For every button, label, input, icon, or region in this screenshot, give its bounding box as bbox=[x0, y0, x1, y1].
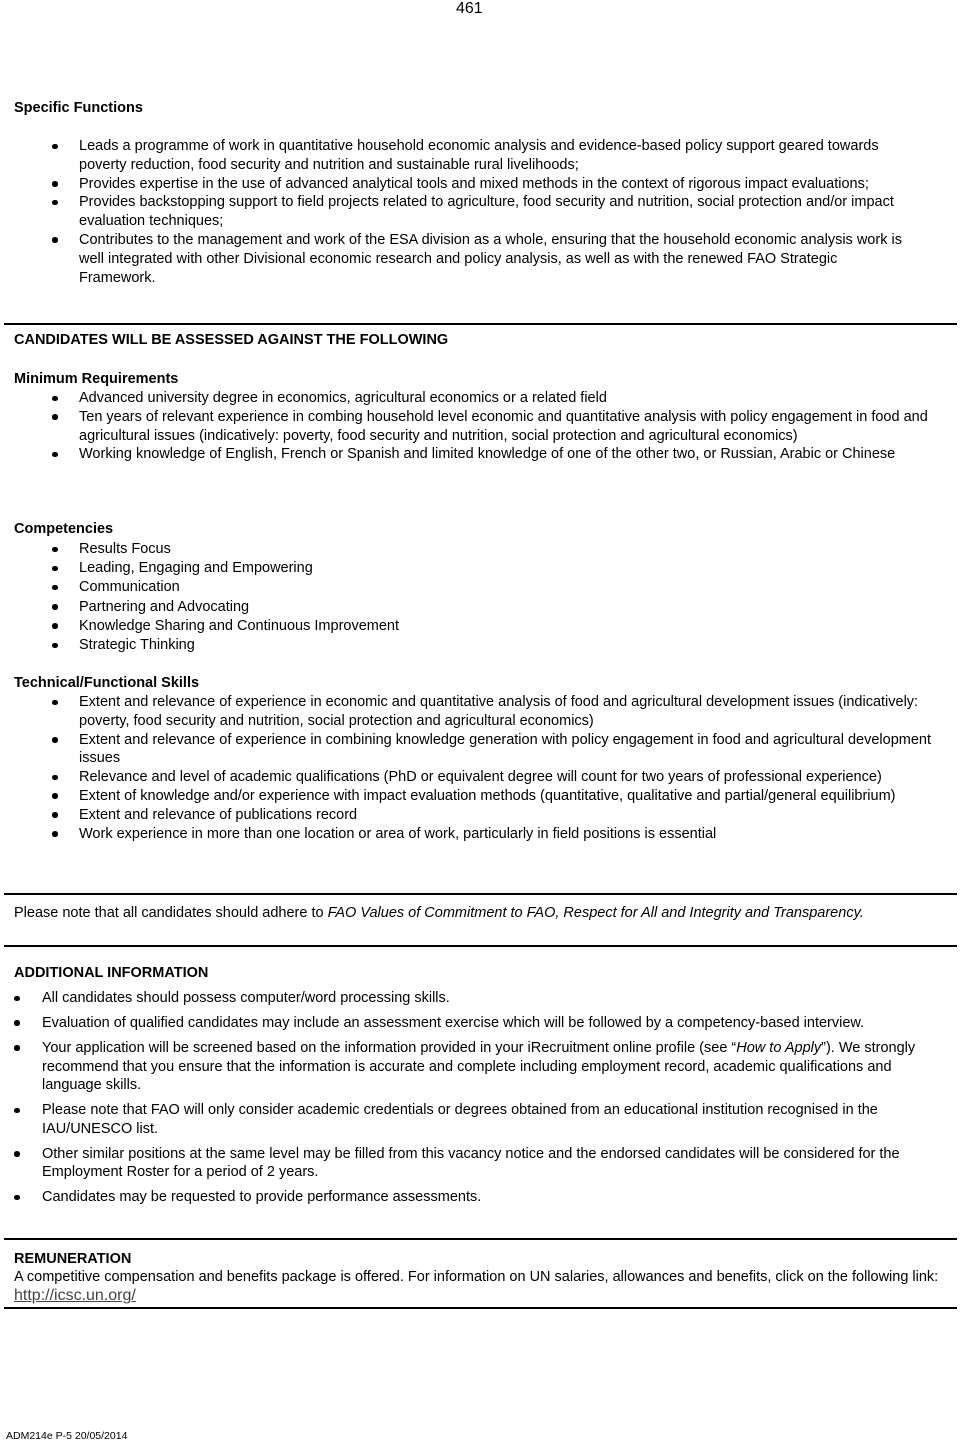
technical-skills-heading: Technical/Functional Skills bbox=[14, 675, 200, 691]
list-item: Working knowledge of English, French or Spanish and limited knowledge of one of the other two, or Russian, Arabic or Chinese bbox=[14, 445, 939, 464]
section-divider bbox=[4, 323, 957, 325]
list-item: Ten years of relevant experience in combing household level economic and quantitative analysis with policy engagement in food and agricultural issues (indicatively: poverty, food security and nutrition, social protection and agricultural economics) bbox=[14, 408, 939, 446]
additional-info-list bbox=[14, 989, 939, 1213]
document-footer: ADM214e P-5 20/05/2014 bbox=[6, 1430, 128, 1442]
additional-info-heading: ADDITIONAL INFORMATION bbox=[14, 965, 209, 981]
assessment-heading: CANDIDATES WILL BE ASSESSED AGAINST THE FOLLOWING bbox=[14, 332, 449, 348]
remuneration-body: A competitive compensation and benefits package is offered. For information on UN salaries, allowances and benefits, click on the following link: bbox=[14, 1269, 939, 1285]
list-item: Leads a programme of work in quantitative household economic analysis and evidence-based policy support geared towards poverty reduction, food security and nutrition and sustainable rural livelihoods; bbox=[14, 137, 914, 175]
application-text: Your application will be screened based on the information provided in your iRecruitment online profile (see “ bbox=[42, 1039, 737, 1056]
list-item: Communication bbox=[14, 578, 914, 597]
how-to-apply-text: How to Apply bbox=[736, 1039, 822, 1056]
section-divider bbox=[4, 893, 957, 895]
page-number: 461 bbox=[456, 0, 483, 17]
section-divider bbox=[4, 1307, 957, 1309]
list-item: Work experience in more than one location or area of work, particularly in field positions is essential bbox=[14, 825, 934, 844]
competencies-heading: Competencies bbox=[14, 521, 114, 537]
list-item: Candidates may be requested to provide performance assessments. bbox=[14, 1188, 939, 1207]
values-note-italic: FAO Values of Commitment to FAO, Respect for All and Integrity and Transparency. bbox=[327, 905, 864, 921]
list-item: Extent and relevance of publications record bbox=[14, 806, 934, 825]
values-note-text: Please note that all candidates should adhere to bbox=[14, 905, 328, 921]
list-item: Extent and relevance of experience in combining knowledge generation with policy engagement in food and agricultural development issues bbox=[14, 731, 934, 769]
competencies-list bbox=[14, 540, 914, 655]
section-divider bbox=[4, 945, 957, 947]
list-item: Evaluation of qualified candidates may include an assessment exercise which will be followed by a competency-based interview. bbox=[14, 1014, 939, 1033]
list-item: Leading, Engaging and Empowering bbox=[14, 559, 914, 578]
list-item: Other similar positions at the same level may be filled from this vacancy notice and the endorsed candidates will be considered for the Employment Roster for a period of 2 years. bbox=[14, 1145, 939, 1182]
list-item: Please note that FAO will only consider academic credentials or degrees obtained from an educational institution recognised in the IAU/UNESCO list. bbox=[14, 1101, 939, 1138]
specific-functions-list bbox=[14, 137, 914, 287]
specific-functions-heading: Specific Functions bbox=[14, 100, 143, 116]
specific-functions-section bbox=[14, 99, 934, 117]
list-item: All candidates should possess computer/word processing skills. bbox=[14, 989, 939, 1008]
list-item: Knowledge Sharing and Continuous Improvement bbox=[14, 617, 914, 636]
list-item: Strategic Thinking bbox=[14, 636, 914, 655]
remuneration-text bbox=[14, 1268, 939, 1306]
section-divider bbox=[4, 1238, 957, 1240]
icsc-link[interactable]: http://icsc.un.org/ bbox=[14, 1286, 136, 1304]
minimum-requirements-heading: Minimum Requirements bbox=[14, 371, 179, 387]
remuneration-heading: REMUNERATION bbox=[14, 1251, 132, 1267]
application-text-end: ”). We strongly recommend that you ensure that the information is accurate and complete including employment record, academic qualifications and language skills. bbox=[42, 1039, 916, 1094]
list-item: Relevance and level of academic qualifications (PhD or equivalent degree will count for two years of professional experience) bbox=[14, 768, 934, 787]
list-item: Provides backstopping support to field projects related to agriculture, food security and nutrition, social protection and/or impact evaluation techniques; bbox=[14, 193, 914, 231]
list-item: Partnering and Advocating bbox=[14, 598, 914, 617]
list-item: Provides expertise in the use of advanced analytical tools and mixed methods in the context of rigorous impact evaluations; bbox=[14, 175, 914, 194]
list-item: Extent and relevance of experience in economic and quantitative analysis of food and agricultural development issues (indicatively: poverty, food security and nutrition, social protection and agricultural economics) bbox=[14, 693, 934, 731]
list-item: Advanced university degree in economics, agricultural economics or a related field bbox=[14, 389, 939, 408]
values-note bbox=[14, 904, 884, 923]
list-item: Results Focus bbox=[14, 540, 914, 559]
minimum-requirements-list bbox=[14, 389, 939, 464]
list-item-application bbox=[14, 1039, 939, 1095]
list-item: Extent of knowledge and/or experience with impact evaluation methods (quantitative, qualitative and partial/general equilibrium) bbox=[14, 787, 934, 806]
technical-skills-list bbox=[14, 693, 934, 843]
list-item: Contributes to the management and work of the ESA division as a whole, ensuring that the household economic analysis work is well integrated with other Divisional economic research and policy analysis, as well as with the renewed FAO Strategic Framework. bbox=[14, 231, 914, 287]
